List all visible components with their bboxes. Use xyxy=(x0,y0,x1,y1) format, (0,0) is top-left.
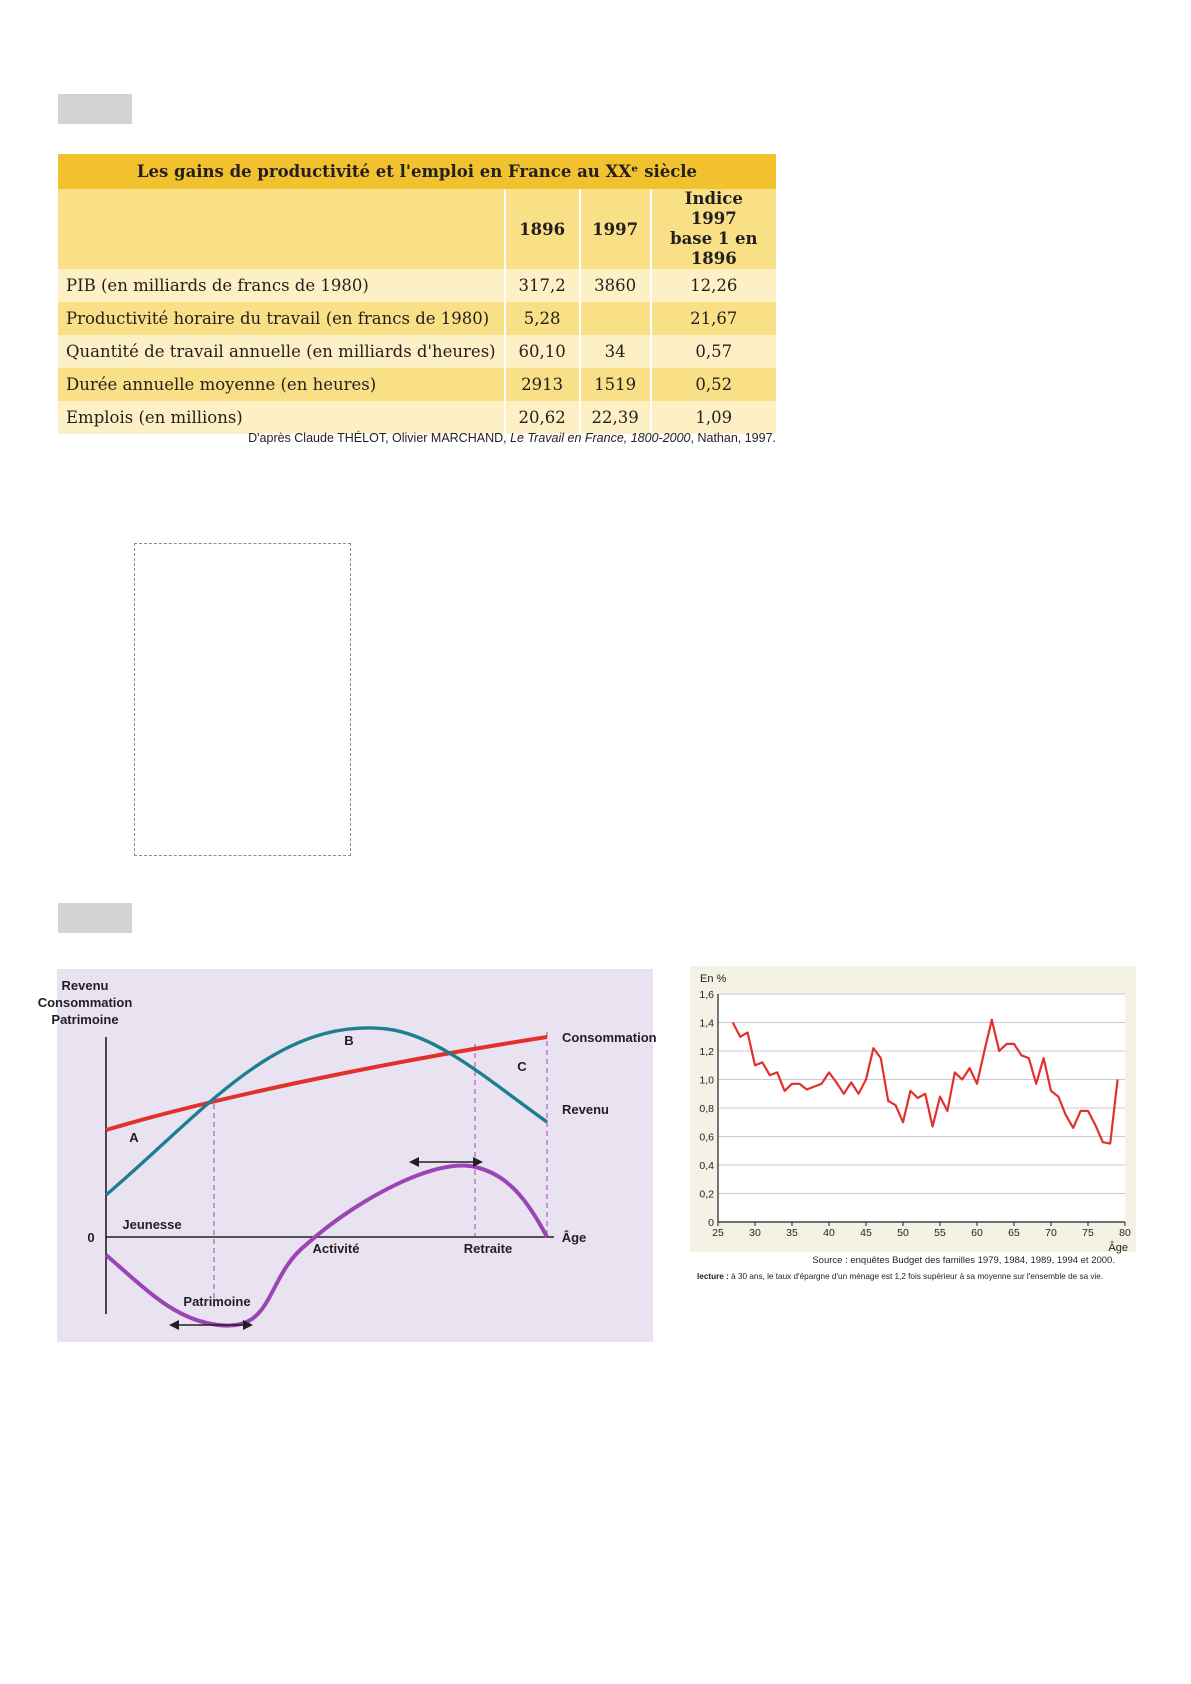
x-tick-label: 80 xyxy=(1119,1227,1131,1239)
cell-1997: 22,39 xyxy=(580,401,651,434)
document-number-tab-2 xyxy=(58,903,132,933)
table-row xyxy=(58,269,776,302)
x-tick-label: 55 xyxy=(934,1227,946,1239)
row-label: Durée annuelle moyenne (en heures) xyxy=(58,368,505,401)
row-label: Productivité horaire du travail (en francs de 1980) xyxy=(58,302,505,335)
y-label-consommation: Consommation xyxy=(37,995,133,1010)
x-axis-label: Âge xyxy=(1108,1242,1128,1254)
header-index: Indice 1997 base 1 en 1896 xyxy=(651,189,776,269)
label-consommation: Consommation xyxy=(562,1030,657,1045)
x-tick-label: 50 xyxy=(897,1227,909,1239)
source-title: Le Travail en France, 1800-2000 xyxy=(510,431,691,445)
cell-1896: 20,62 xyxy=(505,401,580,434)
phase-jeunesse: Jeunesse xyxy=(122,1217,182,1232)
x-tick-label: 60 xyxy=(971,1227,983,1239)
x-tick-label: 70 xyxy=(1045,1227,1057,1239)
y-label-revenu: Revenu xyxy=(61,978,109,993)
table-row xyxy=(58,335,776,368)
header-1896: 1896 xyxy=(505,189,580,269)
cell-index: 0,57 xyxy=(651,335,776,368)
y-tick-label: 0,2 xyxy=(699,1188,714,1201)
x-tick-label: 45 xyxy=(860,1227,872,1239)
productivity-table xyxy=(58,154,776,434)
table-row xyxy=(58,302,776,335)
y-tick-label: 1,6 xyxy=(699,989,714,1001)
source-prefix: D'après Claude THÉLOT, Olivier MARCHAND, xyxy=(248,431,511,445)
y-axis-label: En % xyxy=(700,973,727,985)
y-tick-label: 0,4 xyxy=(699,1160,714,1172)
x-tick-label: 40 xyxy=(823,1227,835,1239)
phase-retraite: Retraite xyxy=(463,1241,513,1256)
cell-index: 12,26 xyxy=(651,269,776,302)
x-tick-label: 25 xyxy=(712,1227,724,1239)
zone-b-label: B xyxy=(344,1033,354,1048)
table-header-row xyxy=(58,189,776,269)
row-label: Emplois (en millions) xyxy=(58,401,505,434)
x-tick-label: 30 xyxy=(749,1227,761,1239)
row-label: PIB (en milliards de francs de 1980) xyxy=(58,269,505,302)
lecture-label: lecture : xyxy=(697,1272,729,1281)
origin-label: 0 xyxy=(87,1230,95,1245)
chart-source: Source : enquêtes Budget des familles 1979, 1984, 1989, 1994 et 2000. xyxy=(812,1255,1115,1266)
y-tick-label: 0 xyxy=(708,1217,714,1229)
header-1997: 1997 xyxy=(580,189,651,269)
table-source xyxy=(248,431,776,445)
cell-1997: 3860 xyxy=(580,269,651,302)
label-patrimoine: Patrimoine xyxy=(183,1294,251,1309)
cell-1896: 5,28 xyxy=(505,302,580,335)
y-tick-label: 1,2 xyxy=(699,1046,714,1058)
row-label: Quantité de travail annuelle (en milliards d'heures) xyxy=(58,335,505,368)
x-tick-label: 75 xyxy=(1082,1227,1094,1239)
zone-c-label: C xyxy=(517,1059,527,1074)
x-tick-label: 65 xyxy=(1008,1227,1020,1239)
phase-activite: Activité xyxy=(312,1241,360,1256)
cell-index: 0,52 xyxy=(651,368,776,401)
y-label-patrimoine: Patrimoine xyxy=(51,1012,119,1027)
savings-rate-chart xyxy=(690,966,1136,1252)
source-suffix: , Nathan, 1997. xyxy=(690,431,776,445)
zone-a-label: A xyxy=(129,1130,139,1145)
y-tick-label: 1,0 xyxy=(699,1074,714,1087)
cell-1896: 60,10 xyxy=(505,335,580,368)
x-label-age: Âge xyxy=(561,1230,587,1245)
y-tick-label: 1,4 xyxy=(699,1017,714,1030)
cell-1997 xyxy=(580,302,651,335)
lecture-text: à 30 ans, le taux d'épargne d'un ménage est 1,2 fois supérieur à sa moyenne sur l'ensemble de sa vie. xyxy=(731,1272,1104,1281)
document-number-tab-1 xyxy=(58,94,132,124)
table-row xyxy=(58,401,776,434)
label-revenu: Revenu xyxy=(562,1102,609,1117)
y-tick-label: 0,6 xyxy=(699,1131,714,1144)
y-tick-label: 0,8 xyxy=(699,1103,714,1115)
cell-index: 21,67 xyxy=(651,302,776,335)
table-title: Les gains de productivité et l'emploi en France au XXᵉ siècle xyxy=(58,154,776,189)
cell-1896: 317,2 xyxy=(505,269,580,302)
cell-index: 1,09 xyxy=(651,401,776,434)
cell-1896: 2913 xyxy=(505,368,580,401)
y-tick-labels xyxy=(699,989,714,1229)
header-empty xyxy=(58,189,505,269)
dashed-placeholder-box xyxy=(134,543,351,856)
cell-1997: 1519 xyxy=(580,368,651,401)
x-tick-label: 35 xyxy=(786,1227,798,1239)
life-cycle-diagram xyxy=(37,969,657,1342)
table-row xyxy=(58,368,776,401)
cell-1997: 34 xyxy=(580,335,651,368)
diagram-background xyxy=(57,969,653,1342)
chart-lecture xyxy=(697,1272,1127,1281)
